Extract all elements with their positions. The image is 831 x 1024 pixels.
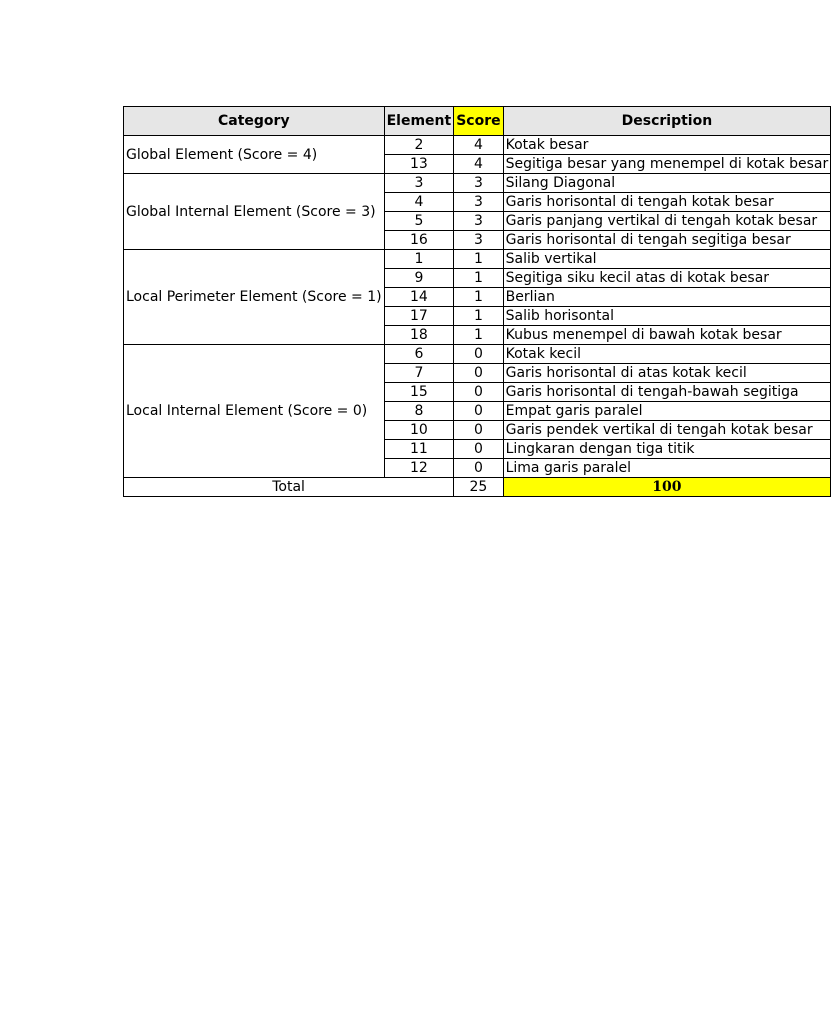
header-score: Score [454, 107, 503, 136]
category-cell: Global Internal Element (Score = 3) [124, 174, 385, 250]
score-cell: 0 [454, 459, 503, 478]
element-cell: 10 [384, 421, 454, 440]
element-cell: 7 [384, 364, 454, 383]
score-cell: 3 [454, 174, 503, 193]
category-cell: Local Internal Element (Score = 0) [124, 345, 385, 478]
score-cell: 3 [454, 231, 503, 250]
element-cell: 1 [384, 250, 454, 269]
description-cell: Garis panjang vertikal di tengah kotak besar [503, 212, 831, 231]
element-cell: 8 [384, 402, 454, 421]
total-row [124, 478, 831, 497]
total-score: 25 [454, 478, 503, 497]
score-cell: 0 [454, 345, 503, 364]
score-cell: 1 [454, 250, 503, 269]
score-cell: 4 [454, 136, 503, 155]
description-cell: Kubus menempel di bawah kotak besar [503, 326, 831, 345]
score-cell: 0 [454, 402, 503, 421]
score-cell: 1 [454, 288, 503, 307]
scoring-table [123, 106, 831, 497]
description-cell: Berlian [503, 288, 831, 307]
element-cell: 18 [384, 326, 454, 345]
score-cell: 3 [454, 212, 503, 231]
score-cell: 1 [454, 307, 503, 326]
description-cell: Lingkaran dengan tiga titik [503, 440, 831, 459]
score-cell: 0 [454, 440, 503, 459]
element-cell: 13 [384, 155, 454, 174]
total-value: 100 [503, 478, 831, 497]
table-body [124, 136, 831, 478]
element-cell: 14 [384, 288, 454, 307]
element-cell: 5 [384, 212, 454, 231]
header-description: Description [503, 107, 831, 136]
description-cell: Silang Diagonal [503, 174, 831, 193]
description-cell: Garis pendek vertikal di tengah kotak besar [503, 421, 831, 440]
total-label: Total [124, 478, 454, 497]
element-cell: 15 [384, 383, 454, 402]
element-cell: 12 [384, 459, 454, 478]
element-cell: 2 [384, 136, 454, 155]
score-cell: 1 [454, 269, 503, 288]
description-cell: Kotak kecil [503, 345, 831, 364]
category-cell: Local Perimeter Element (Score = 1) [124, 250, 385, 345]
element-cell: 17 [384, 307, 454, 326]
score-cell: 0 [454, 383, 503, 402]
description-cell: Garis horisontal di tengah kotak besar [503, 193, 831, 212]
score-cell: 0 [454, 364, 503, 383]
element-cell: 9 [384, 269, 454, 288]
description-cell: Lima garis paralel [503, 459, 831, 478]
table-row [124, 174, 831, 193]
table-row [124, 250, 831, 269]
description-cell: Garis horisontal di tengah segitiga besar [503, 231, 831, 250]
category-cell: Global Element (Score = 4) [124, 136, 385, 174]
description-cell: Kotak besar [503, 136, 831, 155]
score-cell: 0 [454, 421, 503, 440]
description-cell: Garis horisontal di atas kotak kecil [503, 364, 831, 383]
score-cell: 4 [454, 155, 503, 174]
description-cell: Garis horisontal di tengah-bawah segitiga [503, 383, 831, 402]
element-cell: 6 [384, 345, 454, 364]
table-row [124, 345, 831, 364]
table-row [124, 136, 831, 155]
description-cell: Empat garis paralel [503, 402, 831, 421]
description-cell: Salib horisontal [503, 307, 831, 326]
element-cell: 4 [384, 193, 454, 212]
score-cell: 3 [454, 193, 503, 212]
element-cell: 3 [384, 174, 454, 193]
header-element: Element [384, 107, 454, 136]
header-row [124, 107, 831, 136]
description-cell: Segitiga besar yang menempel di kotak besar [503, 155, 831, 174]
element-cell: 11 [384, 440, 454, 459]
description-cell: Segitiga siku kecil atas di kotak besar [503, 269, 831, 288]
description-cell: Salib vertikal [503, 250, 831, 269]
score-cell: 1 [454, 326, 503, 345]
header-category: Category [124, 107, 385, 136]
element-cell: 16 [384, 231, 454, 250]
